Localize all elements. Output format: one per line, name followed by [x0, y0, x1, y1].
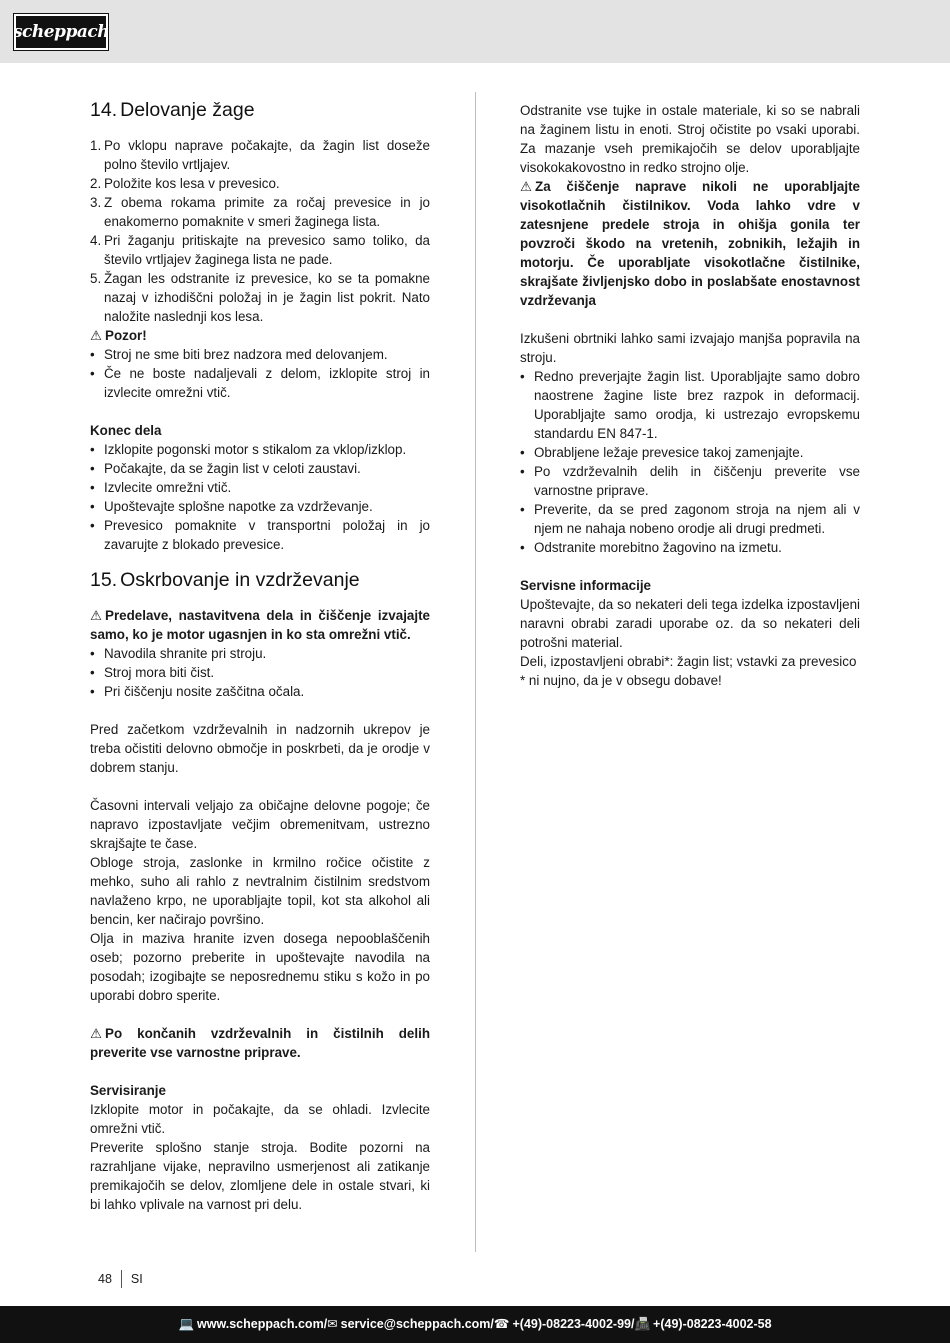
- separator: /: [490, 1317, 494, 1331]
- section-15-title: Oskrbovanje in vzdrževanje: [120, 569, 360, 591]
- page-number-separator: [121, 1270, 122, 1288]
- maintenance-list: [90, 644, 430, 701]
- list-item: • Izklopite pogonski motor s stikalom za vklop/izklop.: [90, 440, 430, 459]
- page-number: 48: [98, 1272, 112, 1286]
- end-of-work-list: [90, 440, 430, 554]
- maintenance-paragraph: Olja in maziva hranite izven dosega nepooblaščenih oseb; pozorno preberite in upoštevajte navodila na posodah; izogibajte se neposrednemu stiku s kožo in po uporabi dobro sperite.: [90, 931, 430, 1003]
- maintenance-paragraph: Časovni intervali veljajo za običajne delovne pogoje; če napravo izpostavljate večjim obremenitvam, ustrezno skrajšajte te čase.: [90, 798, 430, 851]
- left-column: [90, 98, 430, 1214]
- section-14-number: 14.: [90, 99, 118, 121]
- language-code: SI: [130, 1272, 143, 1286]
- service-info-heading: Servisne informacije: [520, 578, 651, 593]
- header-bar: [0, 0, 950, 63]
- list-item: 1. Po vklopu naprave počakajte, da žagin list doseže polno število vrtljajev.: [90, 138, 430, 172]
- warning-icon: ⚠: [90, 1026, 103, 1041]
- phone-icon: ☎: [493, 1317, 510, 1331]
- caution-heading: ⚠ Pozor!: [90, 328, 147, 343]
- maintenance-paragraph: Pred začetkom vzdrževalnih in nadzornih ukrepov je treba očistiti delovno območje in poskrbeti, da je orodje v dobrem stanju.: [90, 722, 430, 775]
- list-item: • Stroj ne sme biti brez nadzora med delovanjem.: [90, 345, 430, 364]
- list-item: • Navodila shranite pri stroju.: [90, 644, 430, 663]
- phone-number: +(49)-08223-4002-99: [512, 1317, 631, 1331]
- operation-steps-list: [90, 136, 430, 326]
- list-item: • Upoštevajte splošne napotke za vzdrževanje.: [90, 497, 430, 516]
- list-item: 2. Položite kos lesa v prevesico.: [90, 176, 280, 191]
- end-of-work-heading: Konec dela: [90, 423, 162, 438]
- list-item: • Pri čiščenju nosite zaščitna očala.: [90, 682, 430, 701]
- footer-contact-bar: [0, 1306, 950, 1343]
- right-column: [520, 101, 860, 690]
- column-divider: [475, 92, 476, 1252]
- list-item: • Redno preverjajte žagin list. Uporabljajte samo dobro naostrene žagine liste brez razpok in deformacij. Uporabljajte samo orodja, ki ustrezajo evropskemu standardu EN 847-1.: [520, 367, 860, 443]
- maintenance-paragraph: Obloge stroja, zaslonke in krmilno ročice očistite z mehko, suho ali rahlo z nevtralnim čistilnim sredstvom navlaženo krpo, ne uporabljajte topil, kot sta alkohol ali bencin, ker načirajo površino.: [90, 855, 430, 927]
- servicing-paragraph: Preverite splošno stanje stroja. Bodite pozorni na razrahljane vijake, nepravilno usmerjenost ali zatikanje premikajočih se delov, zlomljene dele in ostale stvari, ki bi lahko vplivale na varnost pri delu.: [90, 1140, 430, 1212]
- list-item: • Prevesico pomaknite v transportni položaj in jo zavarujte z blokado prevesice.: [90, 516, 430, 554]
- scheppach-logo: [14, 14, 108, 50]
- list-item: • Po vzdrževalnih delih in čiščenju preverite vse varnostne priprave.: [520, 462, 860, 500]
- list-item: • Odstranite morebitno žagovino na izmetu.: [520, 538, 860, 557]
- section-15-number: 15.: [90, 569, 118, 591]
- safety-check-warning: ⚠ Po končanih vzdrževalnih in čistilnih delih preverite vse varnostne priprave.: [90, 1026, 430, 1060]
- service-info-paragraph: Upoštevajte, da so nekateri deli tega izdelka izpostavljeni naravni obrabi zaradi uporabe oz. da so nekateri deli potrošni material.: [520, 597, 860, 650]
- fax-icon: 📠: [634, 1317, 651, 1331]
- high-pressure-warning: ⚠ Za čiščenje naprave nikoli ne uporabljajte visokotlačnih čistilnikov. Voda lahko vdre v zatesnjene predele stroja in ohišja gonila ter povzroči škodo na vretenih, zobnikih, ležajih in motorju. Če uporabljate visokotlačne čistilnike, skrajšate življenjsko dobo in poslabšate enostavnost vzdrževanja: [520, 179, 860, 308]
- warning-icon: ⚠: [90, 608, 103, 623]
- warning-icon: ⚠: [90, 328, 103, 343]
- separator: /: [630, 1317, 635, 1331]
- cleaning-paragraph: Odstranite vse tujke in ostale materiale, ki so se nabrali na žaginem listu in enoti. Stroj očistite po vsaki uporabi. Za mazanje vseh premikajočih se delov uporabljajte visokokakovostno in redko strojno olje.: [520, 103, 860, 175]
- fax-number: +(49)-08223-4002-58: [653, 1317, 772, 1331]
- servicing-paragraph: Izklopite motor in počakajte, da se ohladi. Izvlecite omrežni vtič.: [90, 1102, 430, 1136]
- list-item: • Preverite, da se pred zagonom stroja na njem ali v njem ne nahaja nobeno orodje ali drugi predmeti.: [520, 500, 860, 538]
- caution-list: [90, 345, 430, 402]
- list-item: • Obrabljene ležaje prevesice takoj zamenjajte.: [520, 443, 860, 462]
- repairs-paragraph: Izkušeni obrtniki lahko sami izvajajo manjša popravila na stroju.: [520, 331, 860, 365]
- list-item: • Če ne boste nadaljevali z delom, izklopite stroj in izvlecite omrežni vtič.: [90, 364, 430, 402]
- list-item: • Počakajte, da se žagin list v celoti zaustavi.: [90, 459, 430, 478]
- list-item: 3. Z obema rokama primite za ročaj prevesice in jo enakomerno pomaknite v smeri žaginega lista.: [90, 195, 430, 229]
- section-14-title: Delovanje žage: [120, 99, 255, 121]
- computer-icon: 💻: [178, 1317, 195, 1331]
- repairs-list: [520, 367, 860, 557]
- maintenance-warning: ⚠ Predelave, nastavitvena dela in čiščenje izvajajte samo, ko je motor ugasnjen in ko sta omrežni vtič.: [90, 608, 430, 642]
- list-item: 5. Žagan les odstranite iz prevesice, ko se ta pomakne nazaj v izhodiščni položaj in je žagin list pokrit. Nato naložite naslednji kos lesa.: [90, 271, 430, 324]
- warning-icon: ⚠: [520, 179, 533, 194]
- section-14-heading: [90, 98, 430, 122]
- list-item: • Stroj mora biti čist.: [90, 663, 430, 682]
- email-link[interactable]: service@scheppach.com: [340, 1317, 491, 1331]
- list-item: • Izvlecite omrežni vtič.: [90, 478, 430, 497]
- servicing-heading: Servisiranje: [90, 1083, 166, 1098]
- section-15-heading: [90, 568, 430, 592]
- page-number-block: [98, 1269, 143, 1289]
- list-item: 4. Pri žaganju pritiskajte na prevesico samo toliko, da število vrtljajev žaginega lista ne pade.: [90, 233, 430, 267]
- logo-text: scheppach: [12, 21, 110, 42]
- service-info-note: * ni nujno, da je v obsegu dobave!: [520, 673, 722, 688]
- separator: /: [323, 1317, 328, 1331]
- mail-icon: ✉: [327, 1317, 338, 1331]
- service-info-paragraph: Deli, izpostavljeni obrabi*: žagin list; vstavki za prevesico: [520, 654, 857, 669]
- website-link[interactable]: www.scheppach.com: [197, 1317, 324, 1331]
